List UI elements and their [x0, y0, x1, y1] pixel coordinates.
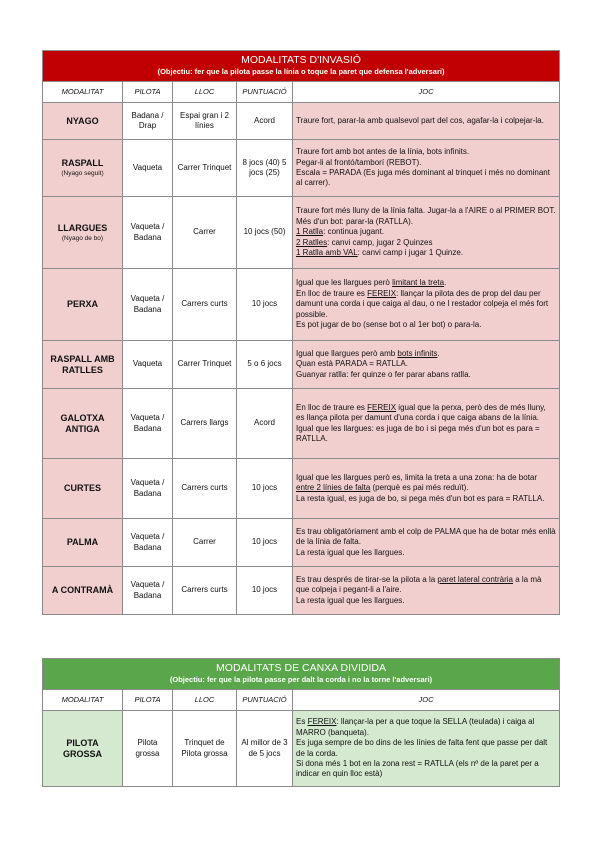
- modalitat-name: GALOTXA ANTIGA: [60, 412, 105, 434]
- lloc-cell: Espai gran i 2 línies: [173, 103, 237, 140]
- joc-line: Es FEREIX: llançar-la per a que toque la SELLA (teulada) i caiga al MARRO (banqueta).: [296, 717, 535, 737]
- puntuacio-cell: 10 jocs (50): [237, 197, 293, 269]
- joc-line: Quan està PARADA = RATLLA.: [296, 359, 408, 369]
- joc-line: En lloc de traure es FEREIX igual que la perxa, però des de més lluny, es llança pilota per damunt d'una corda i que caiga abans de la línia.: [296, 402, 546, 423]
- pilota-cell: Vaqueta: [123, 140, 173, 197]
- table-row: [43, 389, 560, 459]
- table-row: [43, 197, 560, 269]
- header-pilota: PILOTA: [123, 82, 173, 103]
- puntuacio-cell: 10 jocs: [237, 269, 293, 341]
- joc-cell: [293, 519, 560, 567]
- header-puntuacio: PUNTUACIÓ: [237, 690, 293, 711]
- joc-line: 1 Ratlla amb VAL: canvi camp i jugar 1 Quinze.: [296, 248, 464, 258]
- modalitat-name: PILOTA GROSSA: [62, 737, 102, 759]
- header-pilota: PILOTA: [123, 690, 173, 711]
- modalitat-name: PERXA: [66, 299, 98, 309]
- table-row: [43, 567, 560, 615]
- puntuacio-cell: 8 jocs (40) 5 jocs (25): [237, 140, 293, 197]
- table-row: [43, 140, 560, 197]
- modalitat-cell: [43, 567, 123, 615]
- modalitat-cell: [43, 711, 123, 787]
- modalitat-cell: [43, 269, 123, 341]
- joc-cell: [293, 711, 560, 787]
- lloc-cell: Carrers llargs: [173, 389, 237, 459]
- table-row: [43, 269, 560, 341]
- canxa-title: MODALITATS DE CANXA DIVIDIDA: [216, 662, 387, 674]
- joc-cell: [293, 103, 560, 140]
- joc-line: Es trau obligatòriament amb el colp de PALMA que ha de botar més enllà de la línia de falta.: [296, 526, 556, 547]
- pilota-cell: Badana / Drap: [123, 103, 173, 140]
- invasio-rows: [43, 103, 560, 615]
- pilota-cell: Vaqueta / Badana: [123, 519, 173, 567]
- modalitat-cell: [43, 103, 123, 140]
- lloc-cell: Carrer Trinquet: [173, 140, 237, 197]
- joc-cell: [293, 341, 560, 389]
- invasio-table: [42, 50, 560, 615]
- modalitat-cell: [43, 519, 123, 567]
- joc-line: Igual que llargues però amb bots infinits.: [296, 348, 440, 358]
- modalitat-name: NYAGO: [66, 115, 99, 126]
- modalitat-name: CURTES: [63, 483, 101, 493]
- header-modalitat: MODALITAT: [43, 690, 123, 711]
- pilota-cell: Vaqueta / Badana: [123, 389, 173, 459]
- header-modalitat: MODALITAT: [43, 82, 123, 103]
- joc-line: Es pot jugar de bo (sense bot o al 1er bot) o para-la.: [296, 320, 482, 330]
- puntuacio-cell: 5 o 6 jocs: [237, 341, 293, 389]
- table-row: [43, 341, 560, 389]
- joc-cell: [293, 389, 560, 459]
- puntuacio-cell: Al millor de 3 de 5 jocs: [237, 711, 293, 787]
- puntuacio-cell: 10 jocs: [237, 519, 293, 567]
- header-joc: JOC: [293, 690, 560, 711]
- joc-line: Si dona més 1 bot en la zona rest = RATLLA (els nº de la paret per a indicar en quin lloc està): [296, 758, 539, 779]
- joc-line: Es trau després de tirar-se la pilota a la paret lateral contrària a la mà que colpeja i pegant-li a l'aire.: [296, 574, 542, 595]
- joc-line: 2 Ratlles: canvi camp, jugar 2 Quinzes: [296, 237, 433, 247]
- modalitat-name: PALMA: [66, 537, 99, 547]
- joc-line: Pegar-li al frontó/tamborí (REBOT).: [296, 157, 422, 167]
- joc-cell: [293, 197, 560, 269]
- table-row: [43, 711, 560, 787]
- puntuacio-cell: 10 jocs: [237, 459, 293, 519]
- puntuacio-cell: Acord: [237, 103, 293, 140]
- invasio-header-row: [43, 82, 560, 103]
- joc-line: Igual que les llargues però es, limita la treta a una zona: ha de botar entre 2 línies de falta (perquè es pai més reduït).: [296, 472, 538, 493]
- header-lloc: LLOC: [173, 690, 237, 711]
- joc-line: Traure fort més lluny de la línia falta. Jugar-la a l'AIRE o al PRIMER BOT. Més d'un bot: parar-la (RATLLA).: [296, 206, 556, 226]
- header-puntuacio: PUNTUACIÓ: [237, 82, 293, 103]
- joc-line: Igual que les llargues però limitant la treta.: [296, 278, 447, 288]
- invasio-subtitle: (Objectiu: fer que la pilota passe la línia o toque la paret que defensa l'adversari): [157, 67, 445, 76]
- modalitat-name: LLARGUES: [57, 222, 108, 233]
- joc-cell: [293, 459, 560, 519]
- joc-cell: [293, 140, 560, 197]
- modalitat-note: (Nyago de bo): [61, 234, 104, 242]
- joc-line: En lloc de traure es FEREIX: llançar la pilota des de prop del dau per damunt una corda i que caiga al dau, o ne l restador colpeja el més fort possible.: [296, 288, 549, 319]
- joc-cell: [293, 269, 560, 341]
- lloc-cell: Carrer Trinquet: [173, 341, 237, 389]
- modalitat-cell: [43, 140, 123, 197]
- invasio-title-cell: [43, 51, 560, 82]
- joc-line: 1 Ratlla: continua jugant.: [296, 227, 385, 237]
- canxa-table: [42, 658, 560, 787]
- pilota-cell: Pilota grossa: [123, 711, 173, 787]
- modalitat-name: RASPALL: [61, 158, 104, 168]
- lloc-cell: Carrer: [173, 519, 237, 567]
- pilota-cell: Vaqueta / Badana: [123, 567, 173, 615]
- joc-line: Escala = PARADA (Es juga més dominant al trinquet i més no dominant al carrer).: [296, 168, 550, 188]
- table-row: [43, 103, 560, 140]
- invasio-title: MODALITATS D'INVASIÓ: [241, 54, 361, 66]
- pilota-cell: Vaqueta: [123, 341, 173, 389]
- modalitat-cell: [43, 341, 123, 389]
- puntuacio-cell: Acord: [237, 389, 293, 459]
- joc-cell: [293, 567, 560, 615]
- lloc-cell: Carrer: [173, 197, 237, 269]
- joc-line: La resta igual que les llargues.: [296, 547, 405, 557]
- lloc-cell: Carrers curts: [173, 459, 237, 519]
- joc-line: Igual que les llargues: es juga de bo i si pega més d'un bot es para = RATLLA.: [296, 423, 540, 443]
- header-lloc: LLOC: [173, 82, 237, 103]
- lloc-cell: Carrers curts: [173, 269, 237, 341]
- canxa-title-cell: [43, 659, 560, 690]
- lloc-cell: Trinquet de Pilota grossa: [173, 711, 237, 787]
- modalitat-note: (Nyago seguit): [61, 170, 104, 177]
- pilota-cell: Vaqueta / Badana: [123, 197, 173, 269]
- table-row: [43, 459, 560, 519]
- canxa-rows: [43, 711, 560, 787]
- modalitat-name: RASPALL AMB RATLLES: [50, 353, 115, 375]
- modalitat-name: A CONTRAMÀ: [51, 585, 114, 595]
- canxa-header-row: [43, 690, 560, 711]
- joc-line: Guanyar ratlla: fer quinze o fer parar abans ratlla.: [296, 369, 471, 379]
- header-joc: JOC: [293, 82, 560, 103]
- joc-line: Es juga sempre de bo dins de les línies de falta fent que passe per dalt de la corda.: [296, 738, 548, 758]
- modalitat-cell: [43, 459, 123, 519]
- modalitat-cell: [43, 389, 123, 459]
- pilota-cell: Vaqueta / Badana: [123, 269, 173, 341]
- joc-line: La resta igual que les llargues.: [296, 595, 405, 605]
- joc-line: Traure fort, parar-la amb qualsevol part del cos, agafar-la i colpejar-la.: [296, 115, 544, 125]
- pilota-cell: Vaqueta / Badana: [123, 459, 173, 519]
- lloc-cell: Carrers curts: [173, 567, 237, 615]
- table-row: [43, 519, 560, 567]
- modalitat-cell: [43, 197, 123, 269]
- canxa-subtitle: (Objectiu: fer que la pilota passe per dalt la corda i no la torne l'adversari): [169, 675, 433, 684]
- joc-line: Traure fort amb bot antes de la línia, bots infinits.: [296, 147, 470, 157]
- puntuacio-cell: 10 jocs: [237, 567, 293, 615]
- joc-line: La resta igual, es juga de bo, si pega més d'un bot es para = RATLLA.: [296, 493, 545, 503]
